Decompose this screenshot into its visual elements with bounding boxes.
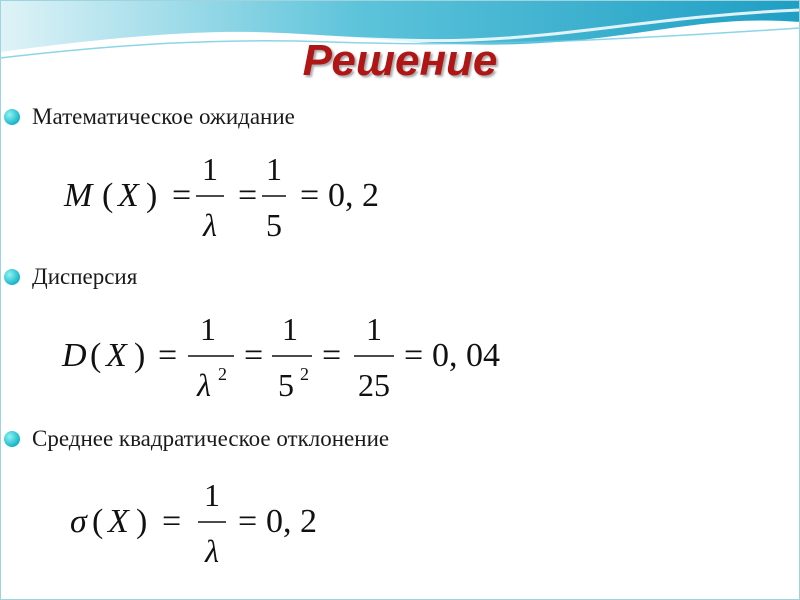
formula-std-deviation (66, 476, 356, 581)
formula-equals: = (238, 177, 258, 214)
formula-equals: = (404, 337, 424, 374)
fraction-exponent: 2 (300, 364, 309, 384)
fraction-numerator: 1 (366, 311, 382, 347)
formula-paren: ) (146, 177, 158, 214)
formula-result: 0, 2 (266, 503, 317, 540)
fraction-numerator: 1 (200, 311, 216, 347)
formula-equals: = (322, 337, 342, 374)
slide-title: Решение (302, 36, 498, 85)
formula-func: M (64, 177, 93, 214)
bullet-text: Среднее квадратическое отклонение (32, 426, 390, 451)
formula-paren: ( (92, 503, 104, 540)
formula-result: 0, 2 (328, 177, 379, 214)
formula-paren: ( (102, 177, 114, 214)
bullet-item-expectation (4, 104, 764, 130)
bullet-dot-icon (4, 431, 20, 447)
bullet-text: Математическое ожидание (32, 104, 295, 129)
bullet-text: Дисперсия (32, 264, 138, 289)
fraction-denominator: 25 (358, 367, 390, 403)
formula-result: 0, 04 (432, 337, 500, 374)
fraction-numerator: 1 (266, 151, 282, 187)
formula-func: D (62, 337, 87, 374)
formula-equals: = (158, 337, 178, 374)
formula-equals: = (238, 503, 258, 540)
formula-equals: = (300, 177, 320, 214)
formula-var: X (106, 337, 127, 374)
fraction-denominator: λ (197, 367, 211, 403)
bullet-dot-icon (4, 269, 20, 285)
fraction-denominator: λ (205, 533, 219, 569)
fraction-exponent: 2 (218, 364, 227, 384)
formula-paren: ( (90, 337, 102, 374)
formula-paren: ) (136, 503, 148, 540)
formula-paren: ) (134, 337, 146, 374)
formula-func: σ (70, 503, 87, 540)
fraction-numerator: 1 (204, 477, 220, 513)
bullet-dot-icon (4, 109, 20, 125)
fraction-numerator: 1 (282, 311, 298, 347)
fraction-denominator: 5 (266, 207, 282, 243)
fraction-denominator: λ (203, 207, 217, 243)
formula-equals: = (162, 503, 182, 540)
formula-variance (58, 310, 528, 415)
formula-equals: = (244, 337, 264, 374)
fraction-denominator: 5 (278, 367, 294, 403)
formula-var: X (108, 503, 129, 540)
formula-var: X (118, 177, 139, 214)
formula-expectation (60, 150, 400, 255)
fraction-numerator: 1 (202, 151, 218, 187)
bullet-item-variance (4, 264, 764, 290)
bullet-item-std-deviation (4, 426, 764, 452)
formula-equals: = (172, 177, 192, 214)
